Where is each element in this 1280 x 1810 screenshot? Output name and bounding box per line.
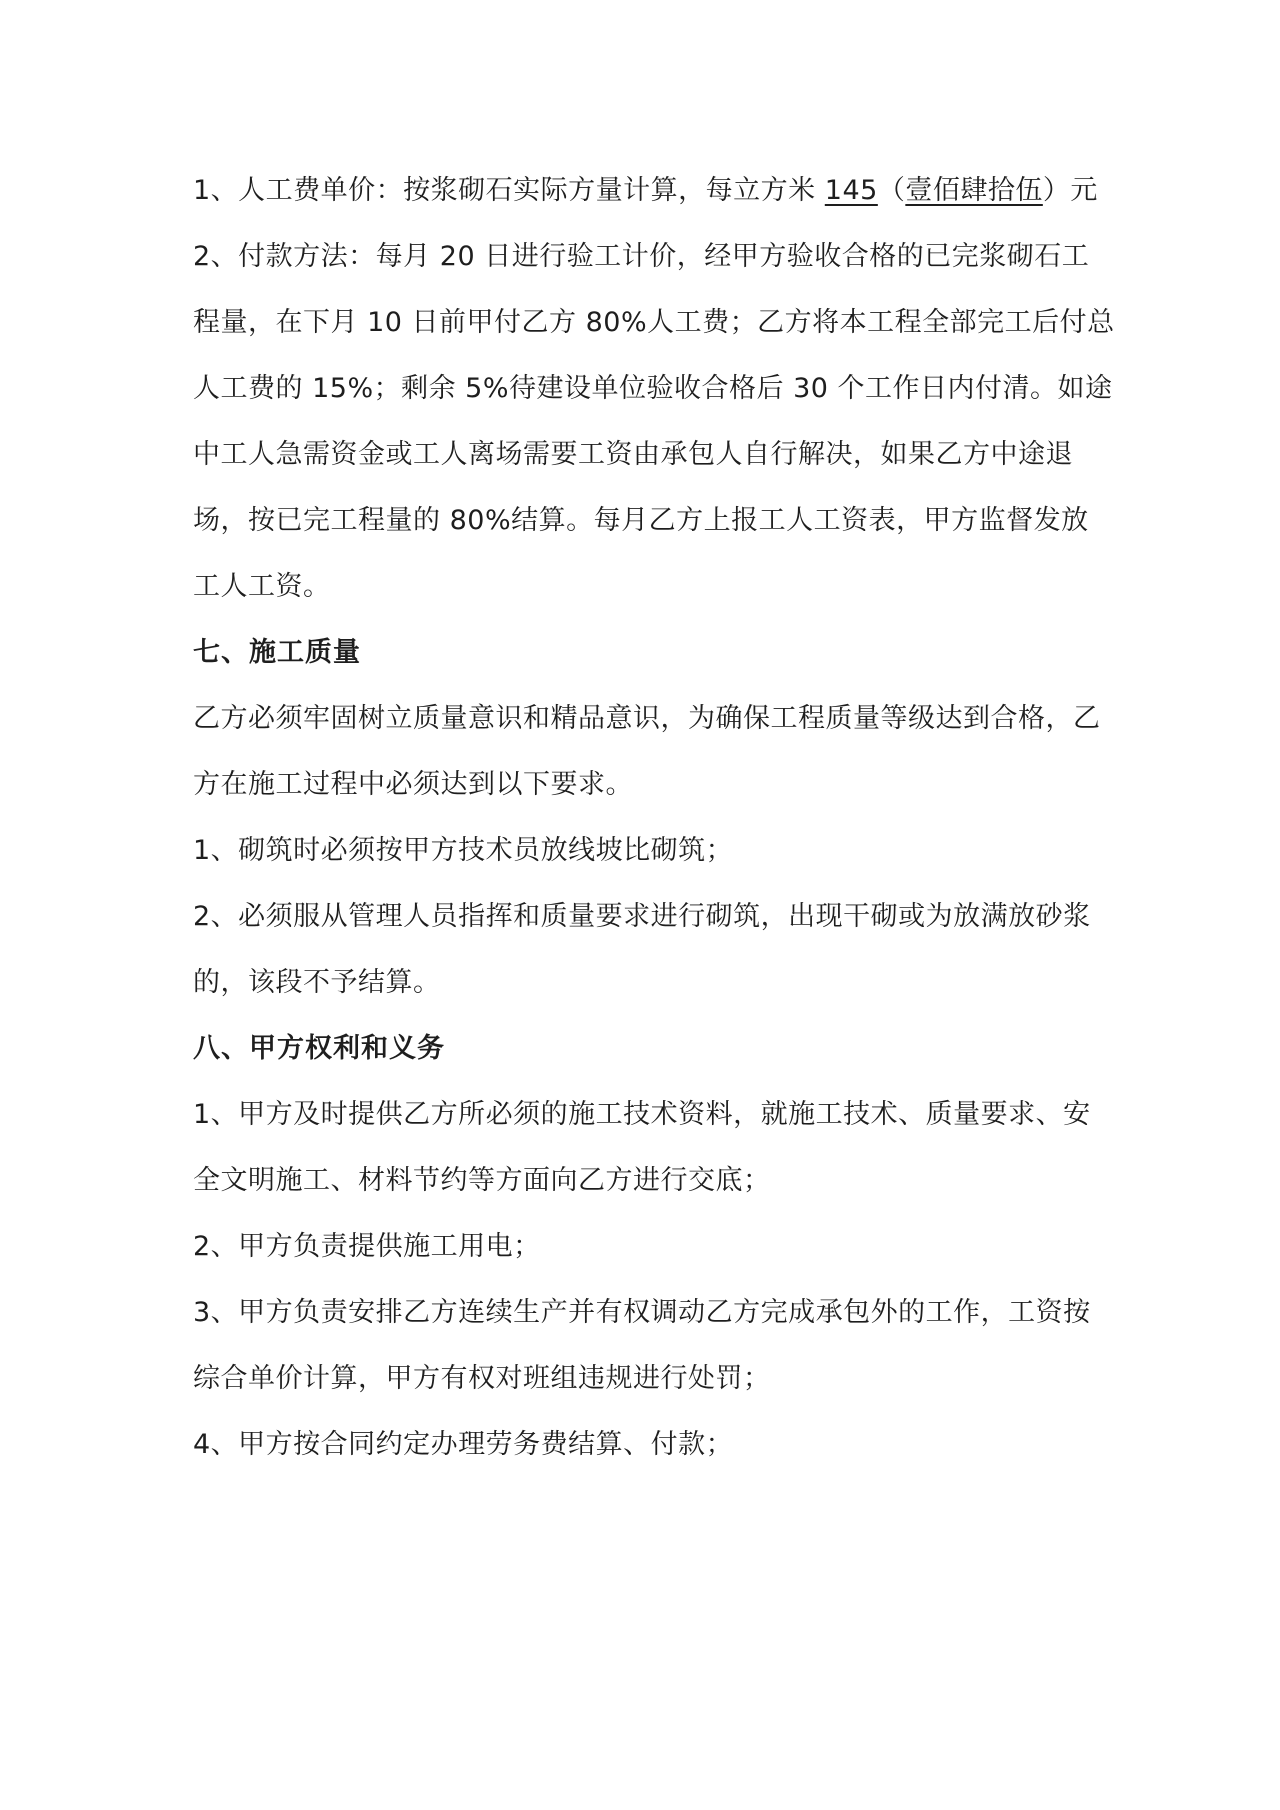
payment-item-1-suffix: ）元 xyxy=(1042,175,1098,206)
section-8-item-3-line: 综合单价计算，甲方有权对班组违规进行处罚； xyxy=(193,1363,771,1394)
section-7-item-2-line: 的，该段不予结算。 xyxy=(193,967,441,998)
section-8-item-4: 4、甲方按合同约定办理劳务费结算、付款； xyxy=(193,1429,734,1460)
section-7-intro-line: 方在施工过程中必须达到以下要求。 xyxy=(193,769,633,800)
payment-item-2-line: 2、付款方法：每月 20 日进行验工计价，经甲方验收合格的已完浆砌石工 xyxy=(193,241,1090,272)
section-8-item-3-line: 3、甲方负责安排乙方连续生产并有权调动乙方完成承包外的工作，工资按 xyxy=(193,1297,1091,1328)
payment-item-2-line: 中工人急需资金或工人离场需要工资由承包人自行解决，如果乙方中途退 xyxy=(193,439,1073,470)
section-7-heading: 七、施工质量 xyxy=(193,637,361,668)
section-8-heading: 八、甲方权利和义务 xyxy=(193,1033,445,1064)
payment-item-2-line: 场，按已完工程量的 80%结算。每月乙方上报工人工资表，甲方监督发放 xyxy=(193,505,1089,536)
payment-item-2-line: 人工费的 15%；剩余 5%待建设单位验收合格后 30 个工作日内付清。如途 xyxy=(193,373,1113,404)
section-7-intro-line: 乙方必须牢固树立质量意识和精品意识，为确保工程质量等级达到合格，乙 xyxy=(193,703,1101,734)
section-8-item-1-line: 全文明施工、材料节约等方面向乙方进行交底； xyxy=(193,1165,771,1196)
payment-item-2-line: 程量，在下月 10 日前甲付乙方 80%人工费；乙方将本工程全部完工后付总 xyxy=(193,307,1115,338)
document-body xyxy=(193,158,1115,1478)
unit-price-in-words: 壹佰肆拾伍 xyxy=(905,175,1043,206)
paren-open: （ xyxy=(877,175,906,206)
section-8-item-1-line: 1、甲方及时提供乙方所必须的施工技术资料，就施工技术、质量要求、安 xyxy=(193,1099,1091,1130)
section-8-item-2: 2、甲方负责提供施工用电； xyxy=(193,1231,541,1262)
payment-item-2-line: 工人工资。 xyxy=(193,571,331,602)
section-7-item-2-line: 2、必须服从管理人员指挥和质量要求进行砌筑，出现干砌或为放满放砂浆 xyxy=(193,901,1091,932)
section-7-item-1: 1、砌筑时必须按甲方技术员放线坡比砌筑； xyxy=(193,835,734,866)
payment-item-1-prefix: 1、人工费单价：按浆砌石实际方量计算，每立方米 xyxy=(193,175,816,206)
payment-item-1 xyxy=(193,158,1098,224)
unit-price-amount: 145 xyxy=(824,175,878,206)
